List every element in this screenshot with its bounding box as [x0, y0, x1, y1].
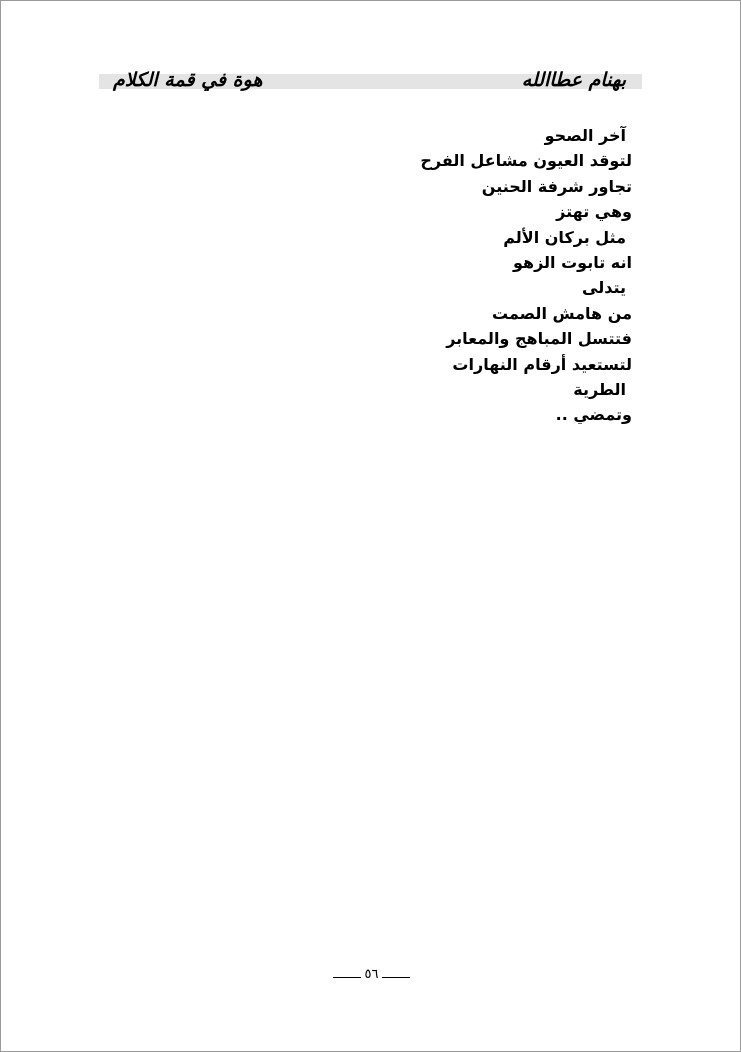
- poem-line: يتدلى: [582, 278, 626, 298]
- footer-rule-right: [382, 977, 410, 978]
- poem-line: فتتسل المباهج والمعابر: [446, 329, 632, 349]
- book-title: هوة في قمة الكلام: [113, 69, 263, 91]
- page-footer: [1, 964, 741, 986]
- poem-line: تجاور شرفة الحنين: [481, 176, 632, 196]
- poem-line: لتوقد العيون مشاعل الفرح: [420, 151, 632, 171]
- poem-line: وتمضي ..: [555, 405, 632, 425]
- author-name: بهنام عطاالله: [521, 69, 626, 91]
- poem-line: من هامش الصمت: [492, 303, 632, 323]
- poem-line: انه تابوت الزهو: [512, 252, 632, 272]
- poem-line: مثل بركان الألم: [503, 227, 626, 247]
- poem-body: [332, 123, 632, 428]
- poem-line: آخر الصحو: [544, 126, 626, 145]
- page-number: ٥٦: [364, 967, 379, 982]
- poem-line: لتستعيد أرقام النهارات: [452, 354, 632, 374]
- poem-line: وهي تهتز: [556, 202, 632, 222]
- poem-line: الطرية: [573, 379, 626, 399]
- footer-rule-left: [333, 977, 361, 978]
